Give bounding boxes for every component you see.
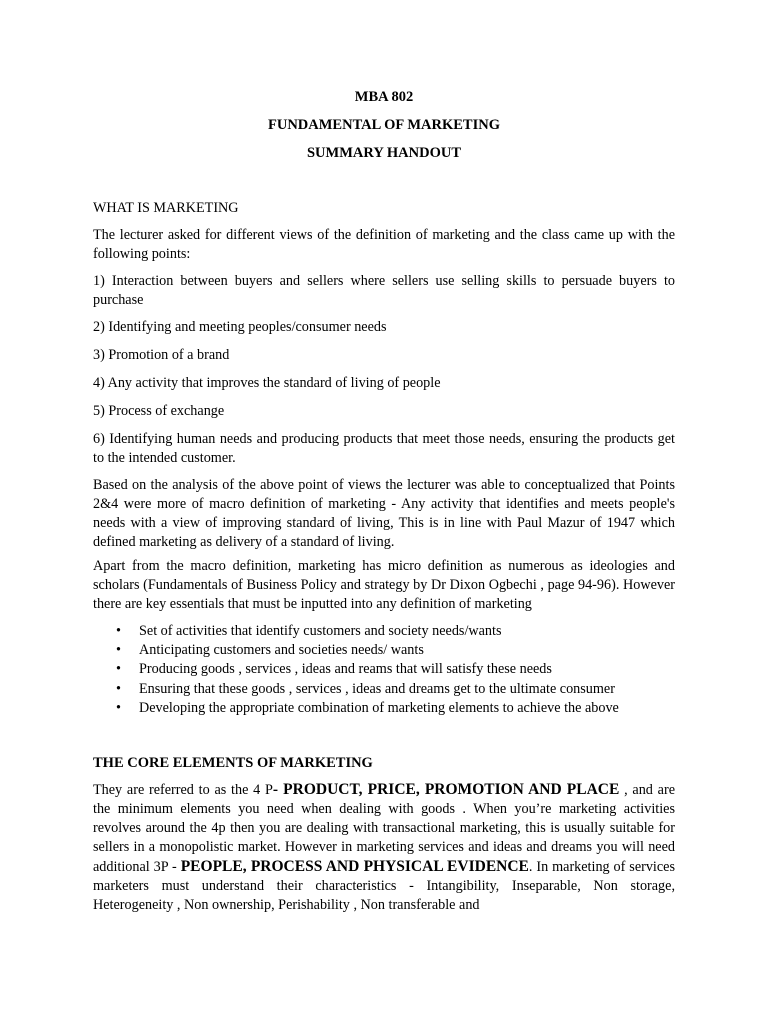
bullet-icon: • <box>116 642 121 659</box>
document-type: SUMMARY HANDOUT <box>306 145 461 161</box>
intro-paragraph: The lecturer asked for different views of the definition of marketing and the class came up with the following points: <box>93 227 675 262</box>
list-item-text: Anticipating customers and societies needs/ wants <box>139 642 424 659</box>
list-item <box>93 699 675 718</box>
section-heading-core-elements: THE CORE ELEMENTS OF MARKETING <box>93 755 373 771</box>
point-5: 5) Process of exchange <box>93 403 225 419</box>
section-heading-what-is-marketing: WHAT IS MARKETING <box>93 200 239 216</box>
four-p-emphasis: - PRODUCT, PRICE, PROMOTION AND PLACE <box>272 781 620 798</box>
point-1: 1) Interaction between buyers and sellers where sellers use selling skills to persuade buyers to purchase <box>93 273 675 308</box>
bullet-icon: • <box>116 623 121 639</box>
list-item <box>93 622 675 641</box>
core-text-3: . In marketing of services marketers must understand their characteristics - Intangibility, Inseparable, Non storage, Heterogeneity , Non ownership, Perishability , Non transferable and <box>93 859 675 913</box>
list-item <box>93 660 675 679</box>
core-elements-paragraph <box>93 780 675 915</box>
bullet-icon: • <box>116 699 121 716</box>
bullet-icon: • <box>116 680 121 697</box>
essentials-list <box>93 622 675 718</box>
three-p-emphasis: PEOPLE, PROCESS AND PHYSICAL EVIDENCE <box>180 858 529 875</box>
list-item <box>93 680 675 699</box>
core-text-1: They are referred to as the 4 P <box>93 782 273 798</box>
point-4: 4) Any activity that improves the standard of living of people <box>93 375 441 391</box>
list-item-text: Developing the appropriate combination of marketing elements to achieve the above <box>139 699 619 716</box>
list-item <box>93 641 675 660</box>
course-title: FUNDAMENTAL OF MARKETING <box>268 117 500 133</box>
point-3: 3) Promotion of a brand <box>93 347 230 363</box>
bullet-icon: • <box>116 661 121 678</box>
core-text-2: , and are the minimum elements you need when dealing with goods . When you’re marketing activities revolves around the 4p then you are dealing with transactional marketing, this is usually suitable for sellers in a monopolistic market. However in marketing services and ideas and dreams you will need additional 3P - <box>93 782 675 875</box>
point-2: 2) Identifying and meeting peoples/consumer needs <box>93 319 387 335</box>
course-code: MBA 802 <box>354 89 414 105</box>
micro-definition-paragraph: Apart from the macro definition, marketing has micro definition as numerous as ideologies and scholars (Fundamentals of Business Policy and strategy by Dr Dixon Ogbechi , page 94-96). However there are key essentials that must be inputted into any definition of marketing <box>93 558 675 612</box>
analysis-paragraph: Based on the analysis of the above point of views the lecturer was able to conceptualized that Points 2&4 were more of macro definition of marketing - Any activity that identifies and meets people's needs with a view of improving standard of living, This is in line with Paul Mazur of 1947 which defined marketing as delivery of a standard of living. <box>93 477 675 550</box>
document-page <box>93 0 675 1024</box>
list-item-text: Set of activities that identify customers and society needs/wants <box>139 623 502 639</box>
point-6: 6) Identifying human needs and producing products that meet those needs, ensuring the products get to the intended customer. <box>93 431 675 466</box>
list-item-text: Producing goods , services , ideas and reams that will satisfy these needs <box>139 661 552 678</box>
list-item-text: Ensuring that these goods , services , ideas and dreams get to the ultimate consumer <box>139 680 615 697</box>
